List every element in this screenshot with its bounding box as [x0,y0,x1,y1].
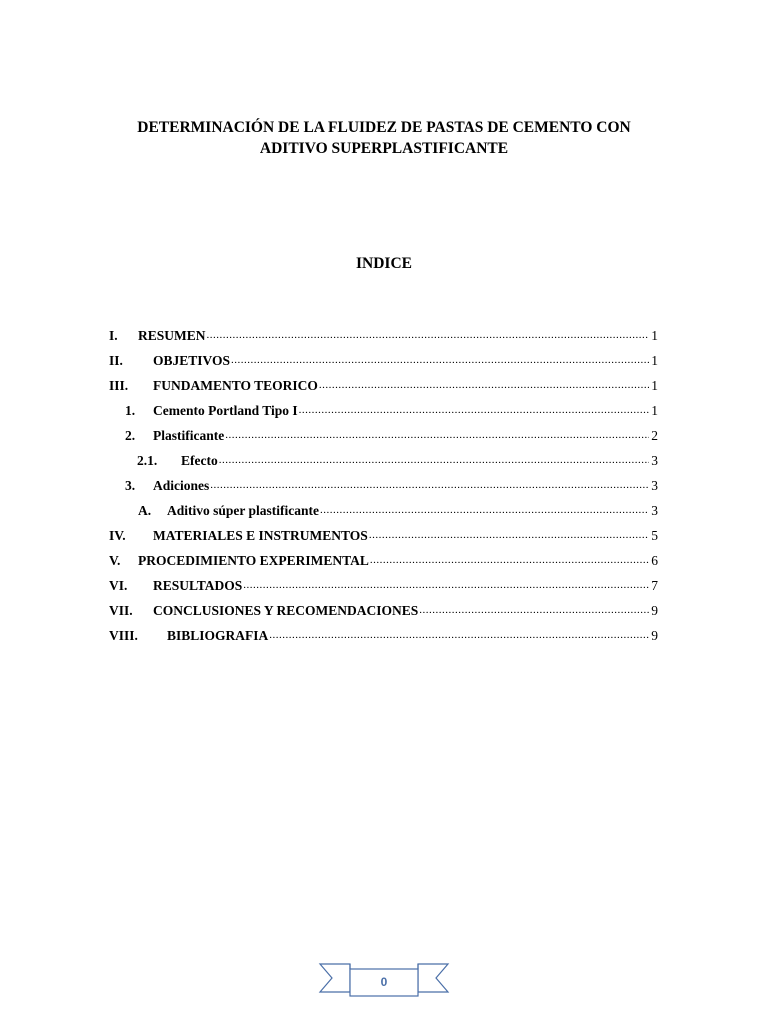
toc-entry-page: 1 [651,328,658,343]
toc-entry-number: I. [109,328,118,343]
toc-dot-leader [231,354,649,366]
toc-entry-number: V. [109,553,121,568]
toc-entry-page: 3 [651,478,658,493]
toc-entry-label: CONCLUSIONES Y RECOMENDACIONES [153,603,419,618]
toc-entry-number: IV. [109,528,126,543]
toc-entry-page: 1 [651,403,658,418]
toc-entry-label: FUNDAMENTO TEORICO [153,378,318,393]
toc-entry-adiciones[interactable] [109,474,658,494]
document-title [110,117,658,159]
toc-entry-label: RESULTADOS [153,578,243,593]
document-title-line-1: DETERMINACIÓN DE LA FLUIDEZ DE PASTAS DE CEMENTO CON [137,119,631,136]
toc-entry-bibliografia[interactable] [109,624,658,644]
toc-dot-leader [419,604,649,616]
toc-entry-number: VI. [109,578,128,593]
toc-entry-cemento-portland[interactable] [109,399,658,419]
toc-entry-label: Adiciones [153,478,210,493]
toc-entry-page: 3 [651,503,658,518]
toc-entry-materiales-e-instrumentos[interactable] [109,524,658,544]
toc-entry-label: BIBLIOGRAFIA [167,628,269,643]
toc-entry-label: OBJETIVOS [153,353,231,368]
toc-entry-procedimiento-experimental[interactable] [109,549,658,569]
toc-entry-page: 5 [651,528,658,543]
toc-entry-aditivo-super-plastificante[interactable] [109,499,658,519]
toc-entry-plastificante[interactable] [109,424,658,444]
toc-entry-number: VII. [109,603,133,618]
toc-entry-page: 1 [651,353,658,368]
toc-entry-fundamento-teorico[interactable] [109,374,658,394]
page-number: 0 [380,975,388,989]
toc-entry-page: 9 [651,628,658,643]
toc-entry-number: III. [109,378,129,393]
toc-dot-leader [225,429,649,441]
toc-entry-label: RESUMEN [138,328,206,343]
toc-entry-page: 3 [651,453,658,468]
toc-dot-leader [299,404,650,416]
toc-entry-objetivos[interactable] [109,349,658,369]
toc-entry-number: 2.1. [137,453,158,468]
toc-dot-leader [210,479,649,491]
toc-entry-number: VIII. [109,628,138,643]
toc-dot-leader [219,454,650,466]
toc-entry-conclusiones-y-recomendaciones[interactable] [109,599,658,619]
toc-dot-leader [369,529,649,541]
toc-entry-page: 2 [651,428,658,443]
index-heading: INDICE [356,255,412,272]
toc-dot-leader [243,579,649,591]
toc-dot-leader [319,379,649,391]
toc-entry-page: 7 [651,578,658,593]
toc-entry-efecto[interactable] [109,449,658,469]
toc-entry-label: Plastificante [153,428,225,443]
toc-entry-label: PROCEDIMIENTO EXPERIMENTAL [138,553,369,568]
toc-entry-label: MATERIALES E INSTRUMENTOS [153,528,368,543]
toc-entry-label: Aditivo súper plastificante [167,503,320,518]
toc-entry-label: Cemento Portland Tipo I [153,403,298,418]
toc-dot-leader [370,554,649,566]
toc-entry-number: A. [138,503,152,518]
toc-dot-leader [269,629,649,641]
toc-entry-number: 3. [125,478,136,493]
toc-dot-leader [320,504,649,516]
toc-entry-page: 9 [651,603,658,618]
toc-entry-label: Efecto [181,453,218,468]
toc-entry-resultados[interactable] [109,574,658,594]
toc-entry-number: 1. [125,403,136,418]
toc-dot-leader [207,329,650,341]
toc-entry-number: II. [109,353,123,368]
toc-entry-page: 1 [651,378,658,393]
toc-entry-resumen[interactable] [109,324,658,344]
document-title-line-2: ADITIVO SUPERPLASTIFICANTE [259,140,509,157]
toc-entry-page: 6 [651,553,658,568]
toc-entry-number: 2. [125,428,136,443]
